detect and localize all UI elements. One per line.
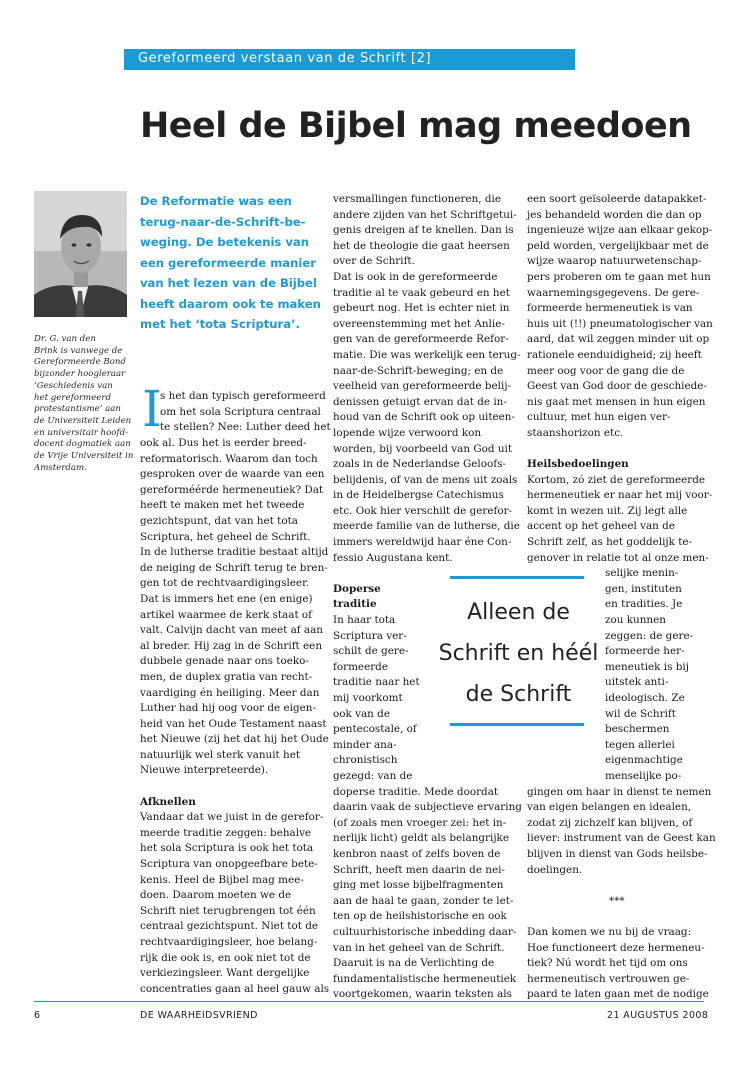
text-line: zoals in de Nederlandse Geloofs- xyxy=(333,458,506,471)
intro-line: een gereformeerde manier xyxy=(140,255,316,270)
caption-line: ‘Geschiedenis van xyxy=(34,380,113,391)
text-line: etc. Ook hier verschilt de gerefor- xyxy=(333,504,513,517)
caption-line: Brink is vanwege de xyxy=(34,345,123,356)
subheading-traditie: traditie xyxy=(333,598,377,611)
text-line: te stellen? Nee: Luther deed het xyxy=(160,421,331,434)
text-line: houd van de Schrift ook op uiteen- xyxy=(333,411,516,424)
text-line: kenbron naast of zelfs boven de xyxy=(333,847,501,860)
text-line: liever: instrument van de Geest kan xyxy=(527,832,716,845)
text-line: formeerde xyxy=(333,660,388,673)
intro-paragraph xyxy=(140,191,330,335)
text-line: artikel waarmee de kerk staat of xyxy=(140,608,313,621)
text-line: huis uit (!!) pneumatologischer van xyxy=(527,317,713,330)
text-line: vaardiging én heiliging. Meer dan xyxy=(140,686,320,699)
text-line: (of zoals men vroeger zei: het in- xyxy=(333,816,507,829)
text-line: fundamentalistische hermeneutiek xyxy=(333,972,517,985)
text-line: nis gaat met mensen in hun eigen xyxy=(527,395,706,408)
text-line: Nieuwe interpreteerde). xyxy=(140,764,269,777)
intro-line: weging. De betekenis van xyxy=(140,235,309,249)
text-line: genis dreigen af te knellen. Dan is xyxy=(333,224,514,237)
text-line: traditie naar het xyxy=(333,676,420,689)
caption-line: Amsterdam. xyxy=(34,462,87,473)
text-line: s het dan typisch gereformeerd xyxy=(160,390,326,402)
text-line: tegen allerlei xyxy=(605,738,675,751)
pullquote-line: Schrift en héél xyxy=(438,641,599,666)
text-line: formeerde hermeneutiek is van xyxy=(527,302,693,315)
text-line: Schrift zelf, as het goddelijk te- xyxy=(527,536,693,549)
text-line: valt. Calvijn dacht van meet af aan xyxy=(140,624,323,637)
text-line: ook al. Dus het is eerder breed- xyxy=(140,437,307,449)
text-line: Schrift, heeft men daarin de nei- xyxy=(333,863,505,876)
text-line: meerde traditie zeggen: behalve xyxy=(140,826,312,839)
text-line: hermeneutisch vertrouwen ge- xyxy=(527,972,690,985)
text-line: gezegd: van de xyxy=(333,769,413,782)
text-line: fessio Augustana kent. xyxy=(333,551,453,564)
text-line: chronistisch xyxy=(333,754,398,767)
text-line: beschermen xyxy=(605,723,670,736)
text-line: over de Schrift. xyxy=(333,255,415,268)
text-line: Vandaar dat we juist in de gerefor- xyxy=(140,811,324,824)
text-line: dubbele genade naar ons toeko- xyxy=(140,655,309,668)
text-line: gebeurt nog. Het is echter niet in xyxy=(333,302,510,315)
text-line: eigenmachtige xyxy=(605,754,683,767)
text-line: reformatorisch. Waarom dan toch xyxy=(140,452,318,465)
photo-caption xyxy=(34,334,134,474)
text-line: het de theologie die gaat heersen xyxy=(333,239,510,252)
text-line: worden, bij voorbeeld van God uit xyxy=(333,442,513,455)
issue-date: 21 AUGUSTUS 2008 xyxy=(607,1010,709,1021)
text-line: rijk die ook is, en ook niet tot de xyxy=(140,951,311,964)
intro-line: van het lezen van de Bijbel xyxy=(140,276,317,290)
caption-line: de Vrije Universiteit in xyxy=(34,451,134,462)
intro-line: heeft daarom ook te maken xyxy=(140,296,321,311)
caption-line: bijzonder hoogleraar xyxy=(34,369,126,380)
text-line: denissen getuigt ervan dat de in- xyxy=(333,395,507,408)
text-line: veelheid van gereformeerde belij- xyxy=(333,380,512,393)
text-line: een soort geïsoleerde datapakket- xyxy=(527,193,707,205)
text-line: genover in relatie tot al onze men- xyxy=(527,551,709,564)
section-banner xyxy=(124,49,575,70)
text-line: centraal gezichtspunt. Niet tot de xyxy=(140,920,319,933)
caption-line: protestantisme’ aan xyxy=(34,404,121,415)
page-number: 6 xyxy=(34,1010,41,1021)
text-line: Schrift niet terugbrengen tot één xyxy=(140,904,316,917)
text-line: kenis. Heel de Bijbel mag mee- xyxy=(140,873,304,886)
text-line: komt in wezen uit. Zij legt alle xyxy=(527,504,688,517)
headline: Heel de Bijbel mag meedoen xyxy=(140,106,692,146)
text-line: doperse traditie. Mede doordat xyxy=(333,785,499,798)
text-line: ten op de heilshistorische en ook xyxy=(333,910,507,923)
text-line: peld worden, vergelijkbaar met de xyxy=(527,239,709,252)
text-line: waarnemingsgegevens. De gere- xyxy=(527,286,700,299)
text-line: van in het geheel van de Schrift. xyxy=(333,941,505,954)
text-line: pers proberen om te gaan met hun xyxy=(527,270,711,283)
text-line: zodat zij zichzelf kan blijven, of xyxy=(527,816,693,829)
text-line: van eigen belangen en idealen, xyxy=(527,801,692,814)
text-line: naar-de-Schrift-beweging; en de xyxy=(333,364,504,377)
text-line: overeenstemming met het Anlie- xyxy=(333,317,505,330)
drop-cap: I xyxy=(142,380,162,438)
subheading-afknellen: Afknellen xyxy=(140,795,196,808)
text-line: wil de Schrift xyxy=(605,707,676,720)
text-line: het sola Scriptura is ook het tota xyxy=(140,842,314,855)
pullquote-rule-bottom xyxy=(450,723,584,726)
text-line: rationele eenduidigheid; zij heeft xyxy=(527,348,702,361)
text-line: gesproken over de waarde van een xyxy=(140,468,325,481)
text-line: nerlijk licht) geldt als belangrijke xyxy=(333,832,509,845)
text-line: al breder. Hij zag in de Schrift een xyxy=(140,639,323,652)
author-photo xyxy=(34,191,127,317)
text-line: cultuur, met hun eigen ver- xyxy=(527,411,671,424)
text-line: Geest van God door de geschiede- xyxy=(527,380,707,393)
caption-line: Dr. G. van den xyxy=(34,334,96,344)
intro-line: De Reformatie was een xyxy=(140,194,292,208)
text-line: om het sola Scriptura centraal xyxy=(160,405,321,418)
text-line: Dat is immers het ene (en enige) xyxy=(140,592,313,605)
text-line: In de lutherse traditie bestaat altijd xyxy=(140,546,329,559)
pullquote-line: Alleen de xyxy=(467,600,570,625)
text-line: gezichtspunt, dat van het tota xyxy=(140,514,298,527)
text-line: menselijke po- xyxy=(605,769,682,782)
text-line: mij voorkomt xyxy=(333,692,403,704)
text-line: en tradities. Je xyxy=(605,598,683,611)
text-line: Luther had hij oog voor de eigen- xyxy=(140,702,316,715)
text-line: gen van de gereformeerde Refor- xyxy=(333,333,509,346)
text-line: accent op het geheel van de xyxy=(527,520,675,533)
text-line: Hoe functioneert deze hermeneu- xyxy=(527,941,705,954)
text-line: gen tot de rechtvaardigingsleer. xyxy=(140,577,310,590)
text-line: wijze waarop natuurwetenschap- xyxy=(527,255,702,268)
author-portrait-image xyxy=(34,191,127,317)
text-line: aard, dat wil zeggen minder uit op xyxy=(527,333,710,346)
text-line: ook van de xyxy=(333,707,390,720)
text-line: meerde familie van de lutherse, die xyxy=(333,520,520,533)
caption-line: het gereformeerd xyxy=(34,392,111,403)
column-1-lead xyxy=(160,389,331,436)
text-line: immers wereldwijd haar éne Con- xyxy=(333,536,512,549)
text-line: de neiging de Schrift terug te bren- xyxy=(140,561,328,574)
text-line: In haar tota xyxy=(333,614,396,627)
caption-line: en universitair hoofd- xyxy=(34,427,129,438)
text-line: men, de duplex gratia van recht- xyxy=(140,670,313,683)
section-stars: *** xyxy=(609,894,625,907)
text-line: voortgekomen, waarin teksten als xyxy=(333,988,512,1001)
text-line: meneutiek is bij xyxy=(605,660,689,673)
text-line: gereforméérde hermeneutiek? Dat xyxy=(140,483,324,496)
text-line: ging met losse bijbelfragmenten xyxy=(333,879,504,892)
text-line: aan de haal te gaan, zonder te let- xyxy=(333,894,514,907)
text-line: paard te laten gaan met de nodige xyxy=(527,988,709,1001)
text-line: doelingen. xyxy=(527,863,583,876)
text-line: Daaruit is na de Verlichting de xyxy=(333,957,495,970)
text-line: daarin vaak de subjectieve ervaring xyxy=(333,801,522,814)
text-line: meer oog voor de gang die de xyxy=(527,364,685,377)
text-line: natuurlijk wel sterk vanuit het xyxy=(140,748,301,761)
text-line: in de Heidelbergse Catechismus xyxy=(333,489,504,502)
text-line: versmallingen functioneren, die xyxy=(333,193,502,205)
caption-line: Gereformeerde Bond xyxy=(34,357,126,368)
text-line: Dan komen we nu bij de vraag: xyxy=(527,925,692,938)
pullquote-rule-top xyxy=(450,576,584,579)
text-line: ideologisch. Ze xyxy=(605,692,685,704)
text-line: Scriptura ver- xyxy=(333,629,407,642)
text-line: rechtvaardigingsleer, hoe belang- xyxy=(140,936,318,948)
caption-line: docent dogmatiek aan xyxy=(34,439,131,450)
caption-line: de Universiteit Leiden xyxy=(34,415,132,426)
text-line: ingenieuze wijze aan elkaar gekop- xyxy=(527,224,713,237)
text-line: zou kunnen xyxy=(605,614,666,627)
text-line: selijke menin- xyxy=(605,567,679,580)
intro-line: met het ‘tota Scriptura’. xyxy=(140,317,300,331)
text-line: heeft te maken met het tweede xyxy=(140,499,305,512)
section-banner-text: Gereformeerd verstaan van de Schrift [2] xyxy=(138,51,432,66)
text-line: andere zijden van het Schriftgetui- xyxy=(333,208,517,221)
text-line: pentecostale, of xyxy=(333,723,417,736)
text-line: zeggen: de gere- xyxy=(605,629,694,642)
text-line: schilt de gere- xyxy=(333,645,409,658)
text-line: matie. Die was werkelijk een terug- xyxy=(333,348,521,361)
text-line: verkiezingsleer. Want dergelijke xyxy=(140,967,310,980)
text-line: minder ana- xyxy=(333,738,397,751)
footer-rule xyxy=(34,1001,704,1002)
intro-line: terug-naar-de-Schrift-be- xyxy=(140,214,306,229)
text-line: blijven in dienst van Gods heilsbe- xyxy=(527,847,708,860)
pullquote-line: de Schrift xyxy=(465,682,572,707)
text-line: gen, instituten xyxy=(605,582,682,595)
text-line: hermeneutiek er naar het mij voor- xyxy=(527,489,713,502)
subheading-doperse: Doperse xyxy=(333,582,381,595)
subheading-heilsbedoelingen: Heilsbedoelingen xyxy=(527,458,629,471)
text-line: belijdenis, of van de mens uit zoals xyxy=(333,473,518,486)
text-line: heid van het Oude Testament naast xyxy=(140,717,327,730)
text-line: Kortom, zó ziet de gereformeerde xyxy=(527,473,706,486)
text-line: formeerde her- xyxy=(605,645,685,658)
column-1 xyxy=(140,436,330,997)
text-line: jes behandeld worden die dan op xyxy=(527,208,702,221)
text-line: uitstek anti- xyxy=(605,676,669,689)
text-line: gingen om haar in dienst te nemen xyxy=(527,785,712,798)
text-line: staanshorizon etc. xyxy=(527,426,624,439)
text-line: doen. Daarom moeten we de xyxy=(140,889,292,902)
text-line: cultuurhistorische inbedding daar- xyxy=(333,925,517,938)
text-line: lopende wijze verwoord kon xyxy=(333,426,482,439)
text-line: het Nieuwe (zij het dat hij het Oude xyxy=(140,733,329,746)
magazine-name: DE WAARHEIDSVRIEND xyxy=(140,1010,258,1021)
text-line: traditie al te vaak gebeurd en het xyxy=(333,286,510,299)
text-line: concentraties gaan al heel gauw als xyxy=(140,982,330,995)
pullquote xyxy=(436,592,601,715)
text-line: Dat is ook in de gereformeerde xyxy=(333,270,498,283)
text-line: Scriptura van onopgeefbare bete- xyxy=(140,858,318,871)
text-line: tiek? Nú wordt het tijd om ons xyxy=(527,957,688,970)
text-line: Scriptura, het geheel de Schrift. xyxy=(140,530,311,543)
